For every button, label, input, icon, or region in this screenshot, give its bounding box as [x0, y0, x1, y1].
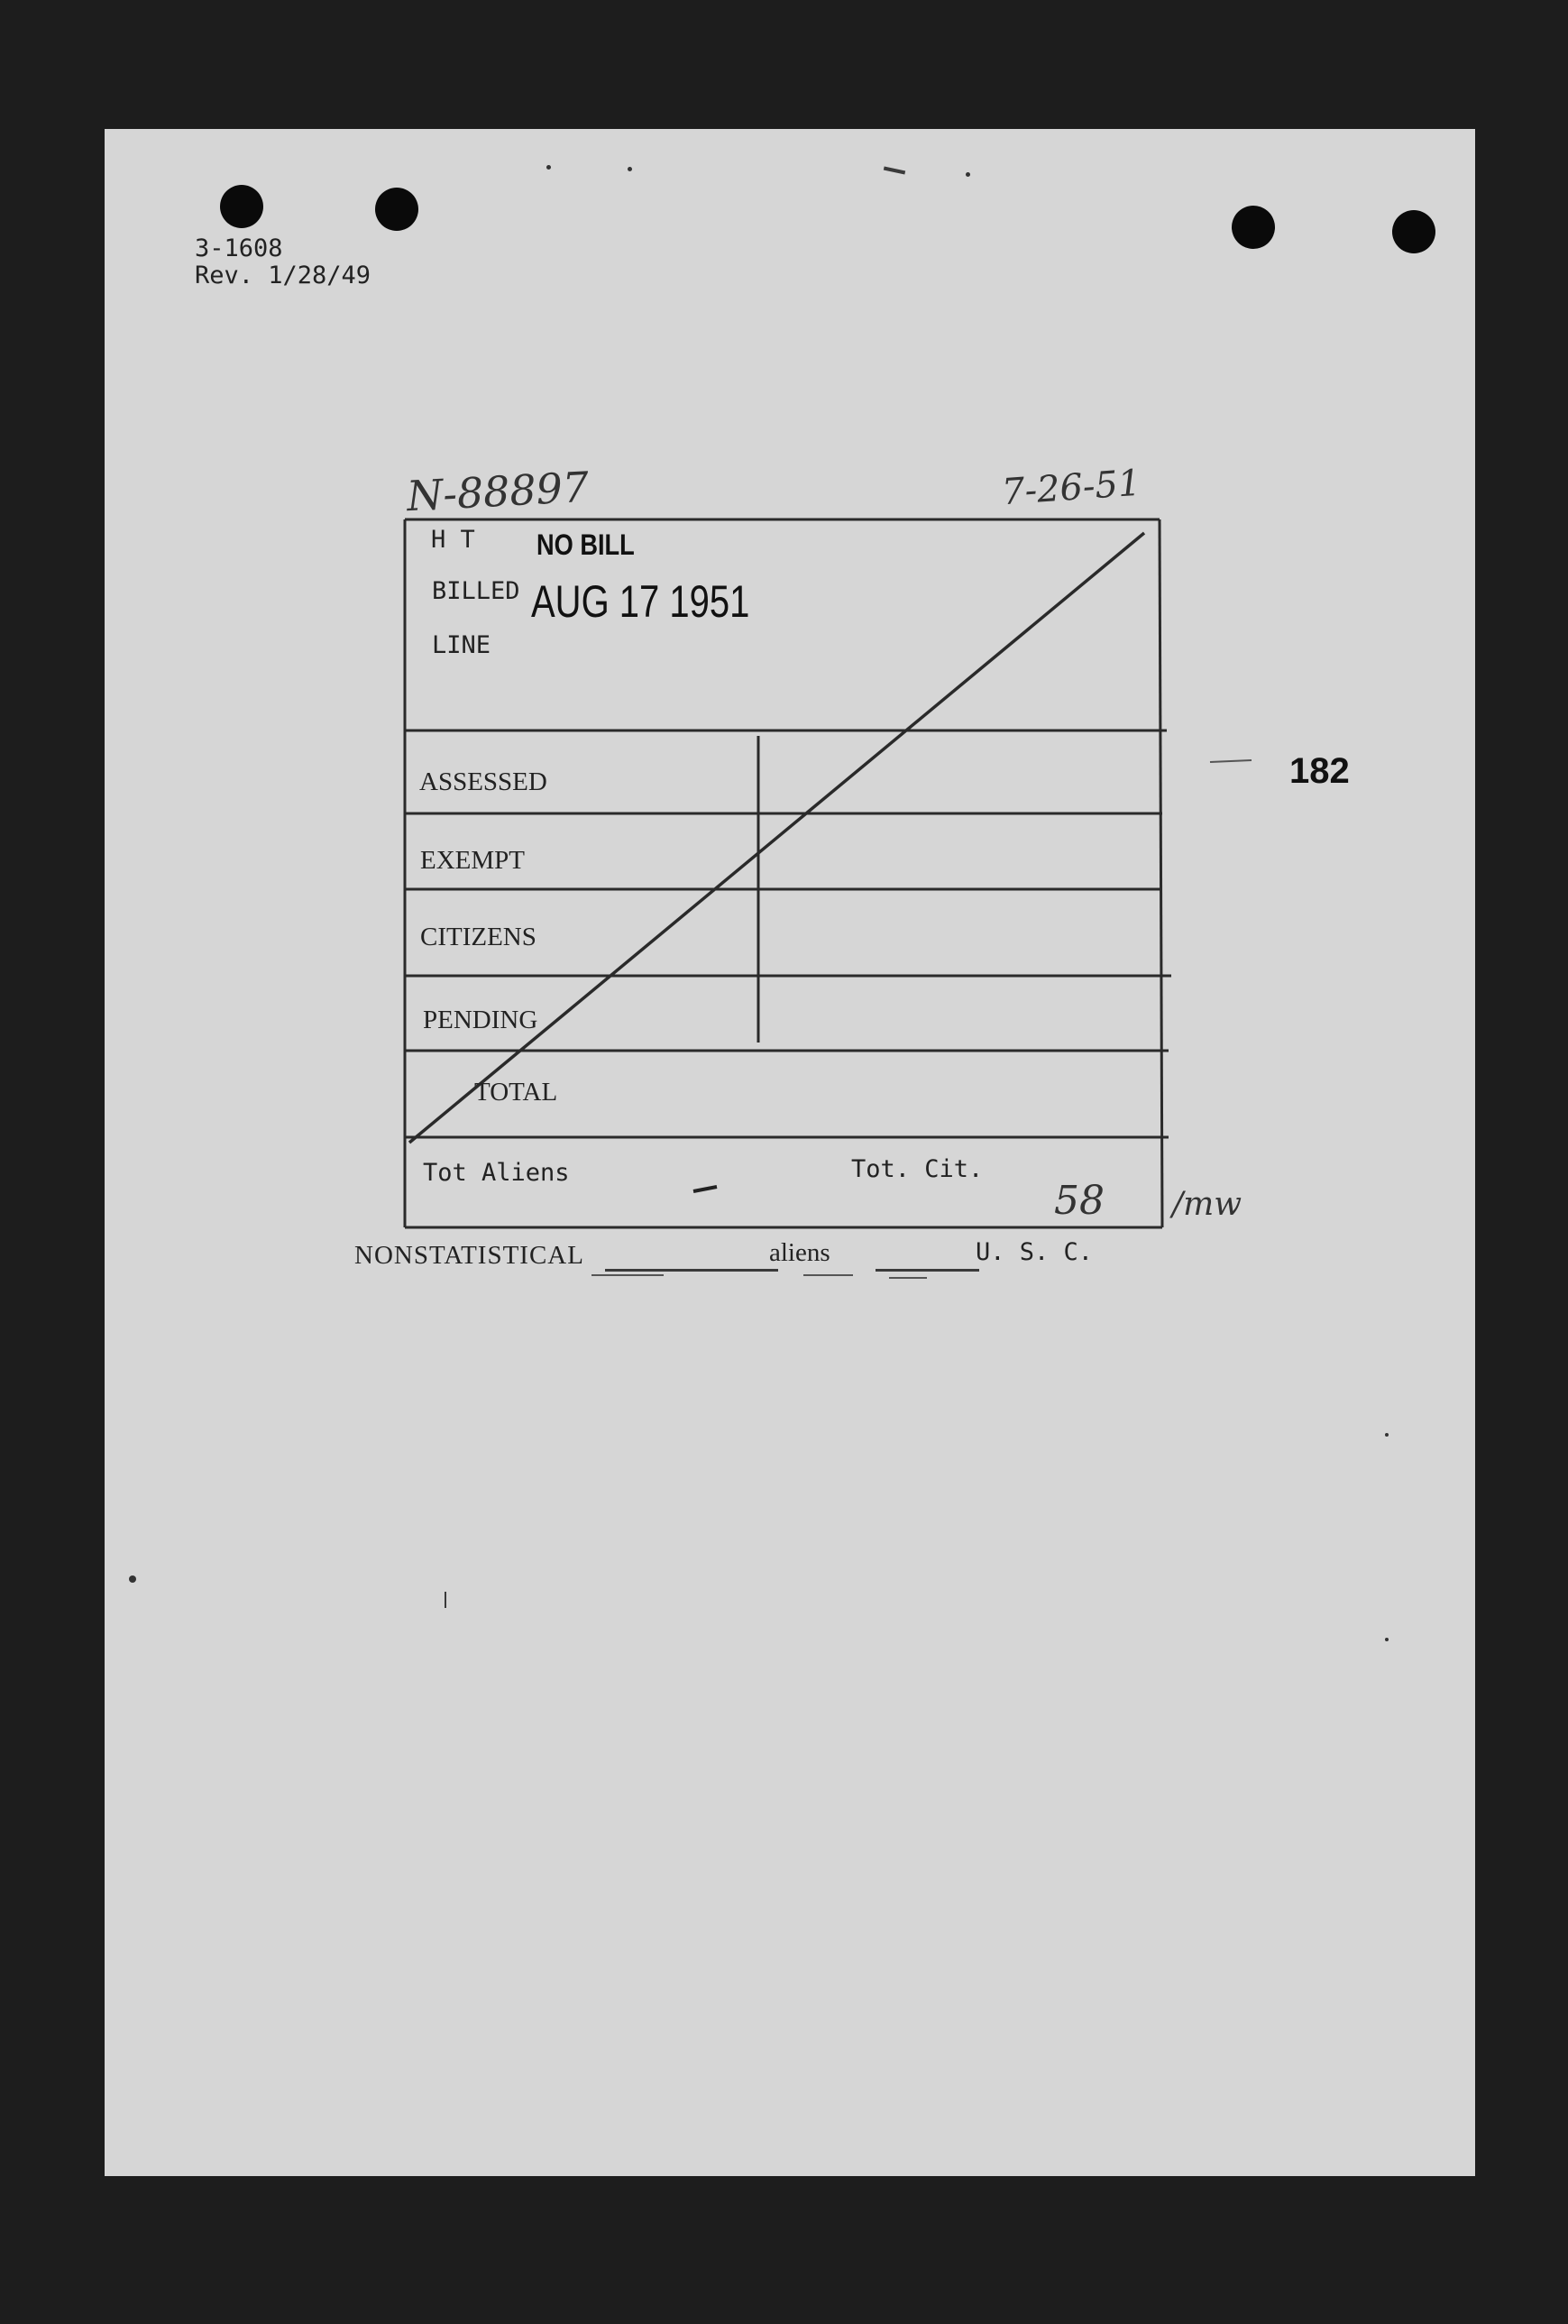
tot-cit-label: Tot. Cit.: [851, 1155, 984, 1183]
date-stamp: AUG 17 1951: [531, 576, 750, 627]
nonstatistical-label: NONSTATISTICAL: [354, 1241, 584, 1270]
ink-tick: [445, 1592, 446, 1608]
usc-label: U. S. C.: [976, 1238, 1094, 1266]
ink-speck: [1385, 1638, 1389, 1641]
form-revision: Rev. 1/28/49: [195, 262, 371, 289]
row-label-assessed: ASSESSED: [419, 767, 547, 796]
ink-speck: [1385, 1433, 1389, 1437]
handwritten-case-number: N-88897: [405, 462, 591, 521]
tot-aliens-label: Tot Aliens: [423, 1159, 570, 1187]
ink-speck: [129, 1575, 136, 1583]
aliens-blank: [876, 1269, 979, 1272]
header-label-billed: BILLED: [432, 577, 520, 605]
header-label-line: LINE: [432, 631, 491, 659]
total-label: TOTAL: [474, 1078, 558, 1107]
nonstatistical-blank: [605, 1269, 778, 1272]
page-number-stamp: 182: [1289, 751, 1350, 791]
dash-mark: [1210, 760, 1252, 762]
row-label-pending: PENDING: [423, 1006, 538, 1034]
handwritten-initials: /mw: [1172, 1186, 1242, 1223]
row-label-citizens: CITIZENS: [420, 923, 536, 951]
aliens-label: aliens: [769, 1238, 830, 1267]
handwritten-date: 7-26-51: [1000, 462, 1142, 514]
document-page: [105, 129, 1475, 2176]
row-label-exempt: EXEMPT: [420, 846, 525, 875]
handwritten-count: 58: [1054, 1178, 1105, 1224]
dash-mark: [693, 1187, 717, 1191]
header-label-ht: H T: [431, 526, 475, 554]
form-number: 3-1608: [195, 234, 283, 262]
form-box: [105, 129, 1475, 2176]
no-bill-stamp: NO BILL: [536, 528, 635, 561]
